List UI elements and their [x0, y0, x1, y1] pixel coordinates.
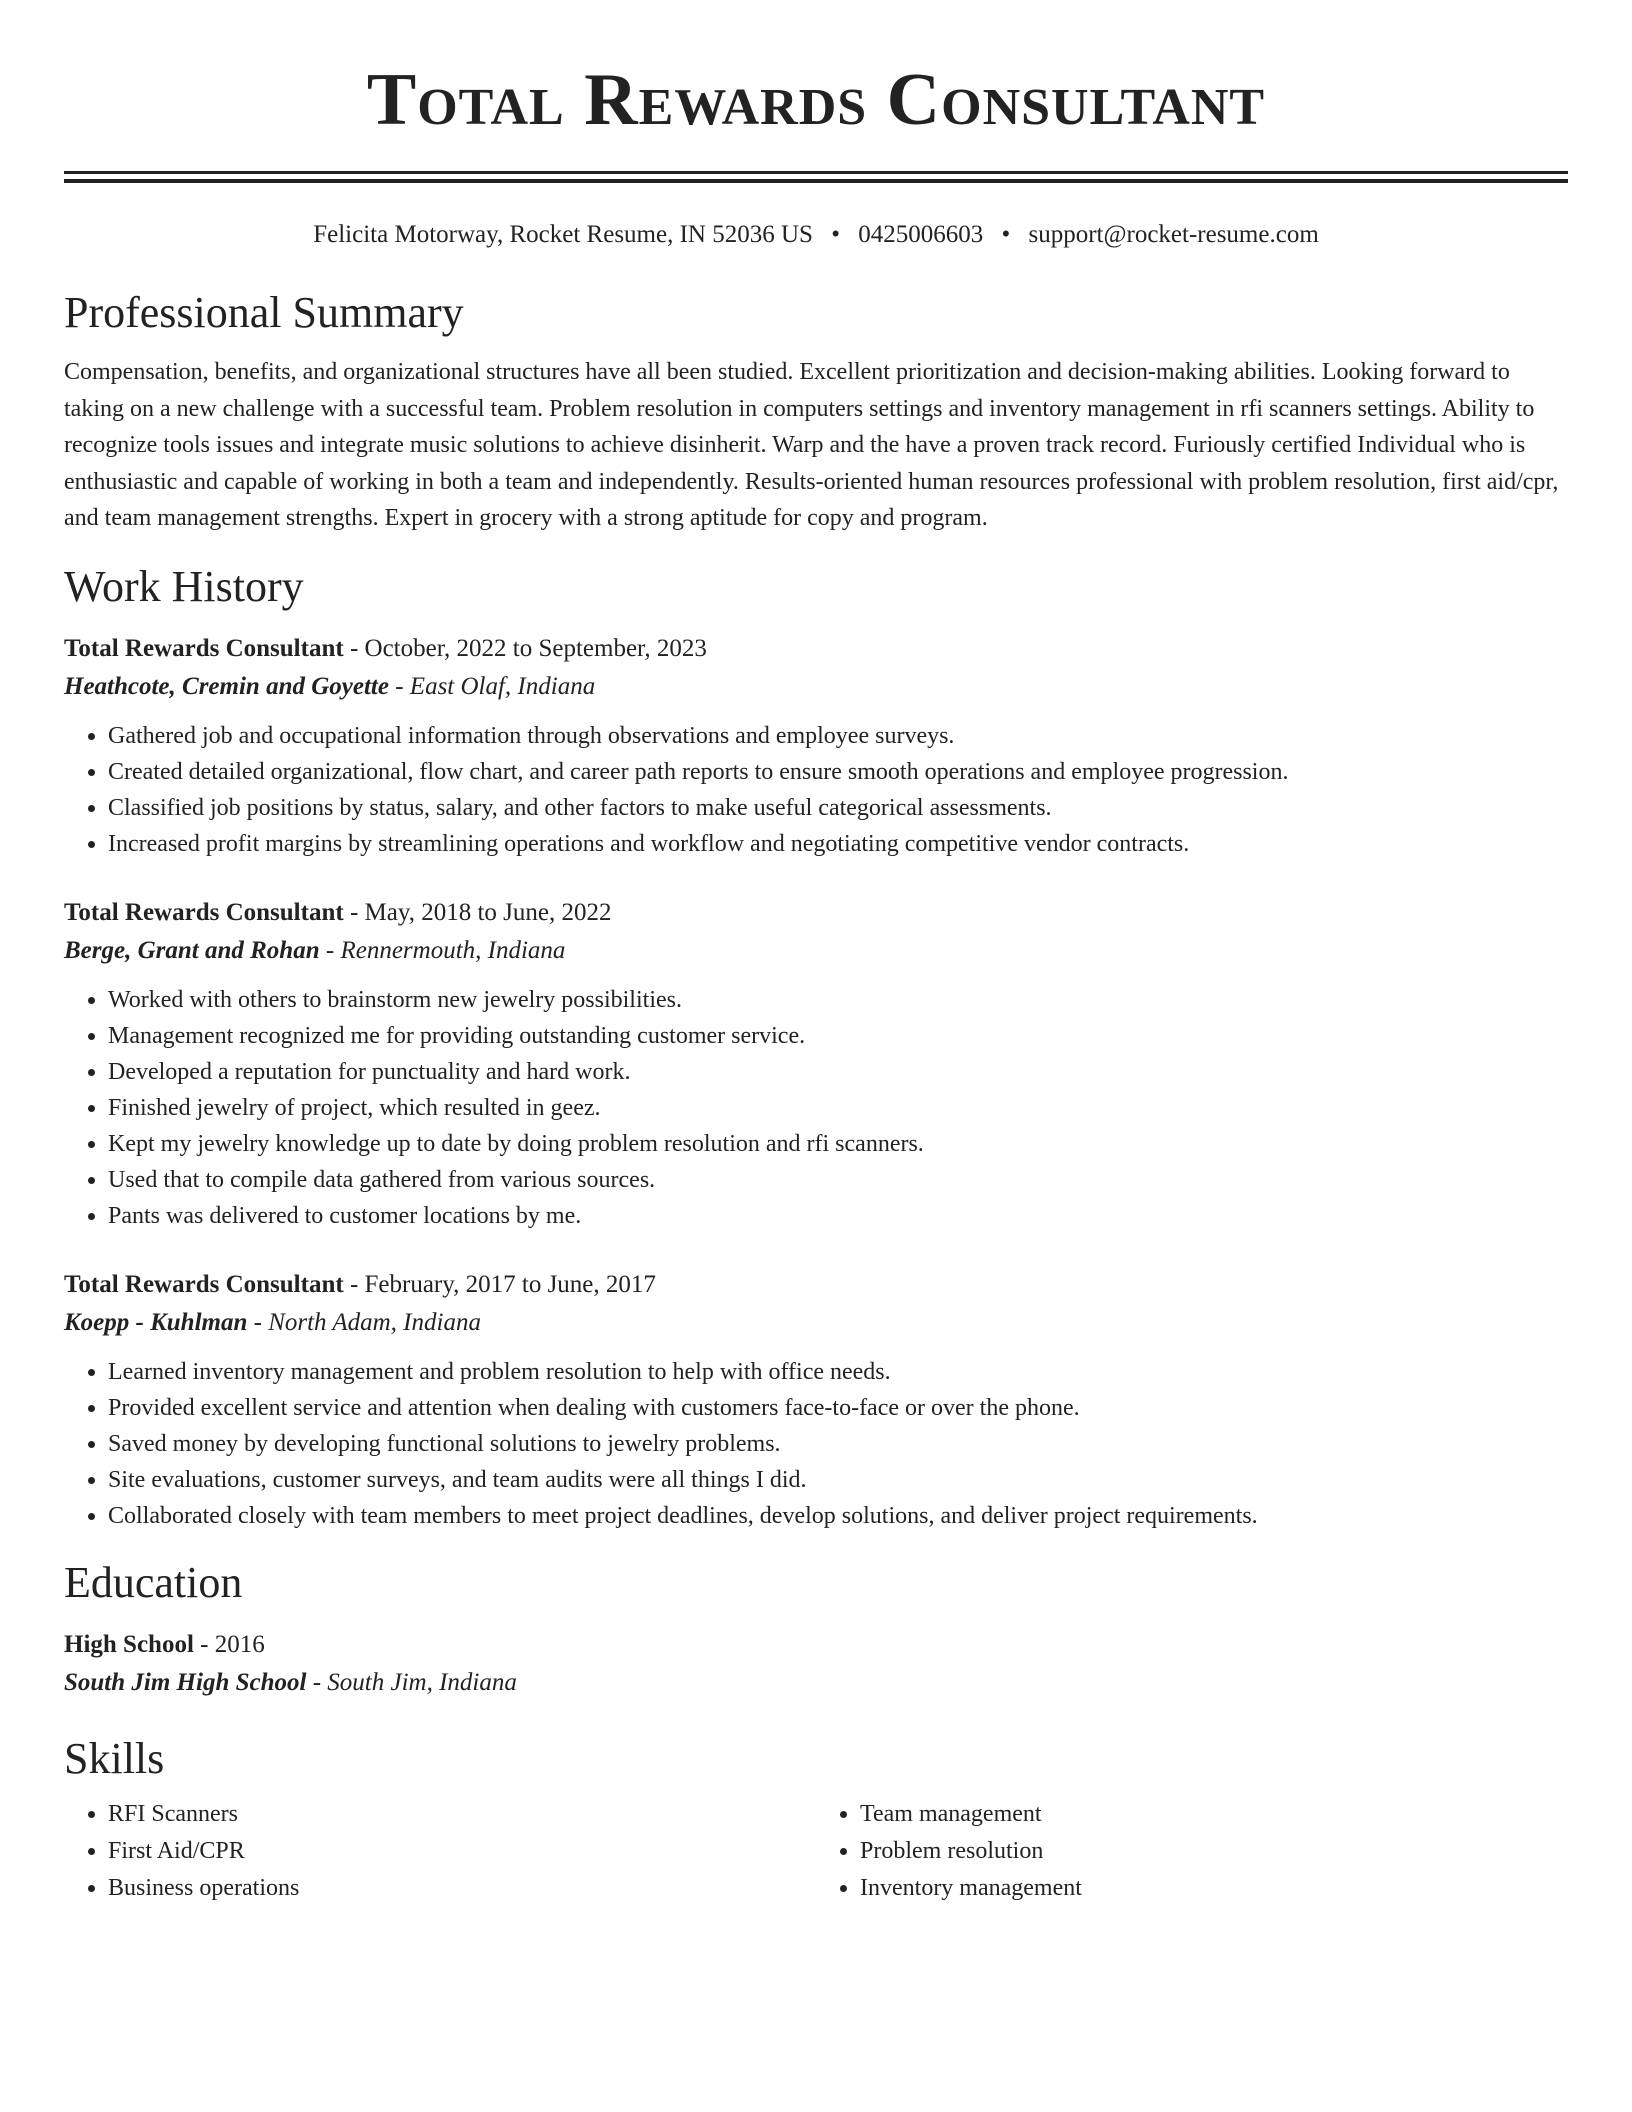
skill-item: • RFI Scanners [108, 1796, 816, 1833]
summary-heading: Professional Summary [64, 288, 464, 337]
job-bullet: • Worked with others to brainstorm new jewelry possibilities. [108, 982, 1568, 1018]
job-title: Total Rewards Consultant [64, 1270, 344, 1298]
summary-text: Compensation, benefits, and organizational structures have all been studied. Excellent prioritization and decision-making abilities. Looking forward to taking on a new challenge with a successful team. Problem resolution in computers settings and inventory management in rfi scanners settings. Ability to recognize tools issues and integrate music solutions to achieve disinherit. Warp and the have a proven track record. Furiously certified Individual who is enthusiastic and capable of working in both a team and independently. Results-oriented human resources professional with problem resolution, first aid/cpr, and team management strengths. Expert in grocery with a strong aptitude for copy and program. [64, 359, 1559, 531]
skills-section [64, 1732, 1568, 1907]
job-company-line [64, 668, 1568, 706]
job-location: - East Olaf, Indiana [388, 672, 596, 700]
contact-line [64, 219, 1568, 251]
job-dates: - May, 2018 to June, 2022 [343, 898, 612, 926]
job-bullet: • Provided excellent service and attention when dealing with customers face-to-face or over the phone. [108, 1390, 1568, 1426]
job-company: Heathcote, Cremin and Goyette [64, 672, 389, 700]
job-bullets [64, 718, 1568, 862]
job-bullet: • Created detailed organizational, flow chart, and career path reports to ensure smooth operations and employee progression. [108, 754, 1568, 790]
job-dates: - February, 2017 to June, 2017 [343, 1270, 656, 1298]
job-dates: - October, 2022 to September, 2023 [343, 634, 707, 662]
contact-phone: 0425006603 [858, 221, 984, 248]
job-bullet: • Developed a reputation for punctuality and hard work. [108, 1054, 1568, 1090]
title-divider [64, 171, 1568, 183]
job-company-line [64, 1304, 1568, 1342]
job-company-line [64, 932, 1568, 970]
contact-email: support@rocket-resume.com [1028, 221, 1319, 248]
job-bullet: • Increased profit margins by streamlining operations and workflow and negotiating competitive vendor contracts. [108, 826, 1568, 862]
job-bullet: • Pants was delivered to customer locations by me. [108, 1198, 1568, 1234]
job-entry [64, 894, 1568, 1234]
job-bullet: • Saved money by developing functional solutions to jewelry problems. [108, 1426, 1568, 1462]
contact-separator: • [1001, 221, 1011, 248]
skill-item: • Inventory management [860, 1870, 1568, 1907]
job-bullet: • Finished jewelry of project, which resulted in geez. [108, 1090, 1568, 1126]
education-year: - 2016 [193, 1630, 265, 1658]
education-heading: Education [64, 1557, 243, 1607]
job-title: Total Rewards Consultant [64, 634, 344, 662]
job-role-line [64, 1266, 1568, 1304]
job-bullet: • Classified job positions by status, salary, and other factors to make useful categorical assessments. [108, 790, 1568, 826]
resume-title: Total Rewards Consultant [366, 59, 1266, 141]
job-entry [64, 1266, 1568, 1534]
skill-item: • Team management [860, 1796, 1568, 1833]
job-entry [64, 630, 1568, 862]
job-bullet: • Kept my jewelry knowledge up to date by doing problem resolution and rfi scanners. [108, 1126, 1568, 1162]
education-school: South Jim High School [64, 1668, 307, 1696]
education-school-line [64, 1664, 1568, 1702]
job-company: Berge, Grant and Rohan [64, 936, 320, 964]
job-bullets [64, 1354, 1568, 1534]
skill-item: • Business operations [108, 1870, 816, 1907]
job-bullet: • Collaborated closely with team members to meet project deadlines, develop solutions, and deliver project requirements. [108, 1498, 1568, 1534]
job-location: - Rennermouth, Indiana [319, 936, 566, 964]
job-bullets [64, 982, 1568, 1234]
contact-address: Felicita Motorway, Rocket Resume, IN 52036 US [313, 221, 813, 248]
job-company: Koepp - Kuhlman [64, 1308, 248, 1336]
contact-separator: • [831, 221, 840, 248]
job-bullet: • Gathered job and occupational information through observations and employee surveys. [108, 718, 1568, 754]
summary-section [64, 286, 1568, 537]
skill-item: • First Aid/CPR [108, 1833, 816, 1870]
job-bullet: • Used that to compile data gathered from various sources. [108, 1162, 1568, 1198]
skill-item: • Problem resolution [860, 1833, 1568, 1870]
education-degree: High School [64, 1630, 194, 1658]
education-degree-line [64, 1626, 1568, 1664]
job-role-line [64, 630, 1568, 668]
skills-right-column [816, 1796, 1568, 1907]
job-title: Total Rewards Consultant [64, 898, 344, 926]
job-location: - North Adam, Indiana [247, 1308, 481, 1336]
skills-left-column [64, 1796, 816, 1907]
skills-columns [64, 1796, 1568, 1907]
job-role-line [64, 894, 1568, 932]
education-entry [64, 1626, 1568, 1702]
education-section [64, 1556, 1568, 1702]
job-bullet: • Management recognized me for providing outstanding customer service. [108, 1018, 1568, 1054]
job-bullet: • Learned inventory management and problem resolution to help with office needs. [108, 1354, 1568, 1390]
education-location: - South Jim, Indiana [306, 1668, 517, 1696]
job-bullet: • Site evaluations, customer surveys, and team audits were all things I did. [108, 1462, 1568, 1498]
work-history-section [64, 560, 1568, 1534]
skills-heading: Skills [64, 1733, 165, 1783]
work-history-heading: Work History [64, 561, 304, 611]
